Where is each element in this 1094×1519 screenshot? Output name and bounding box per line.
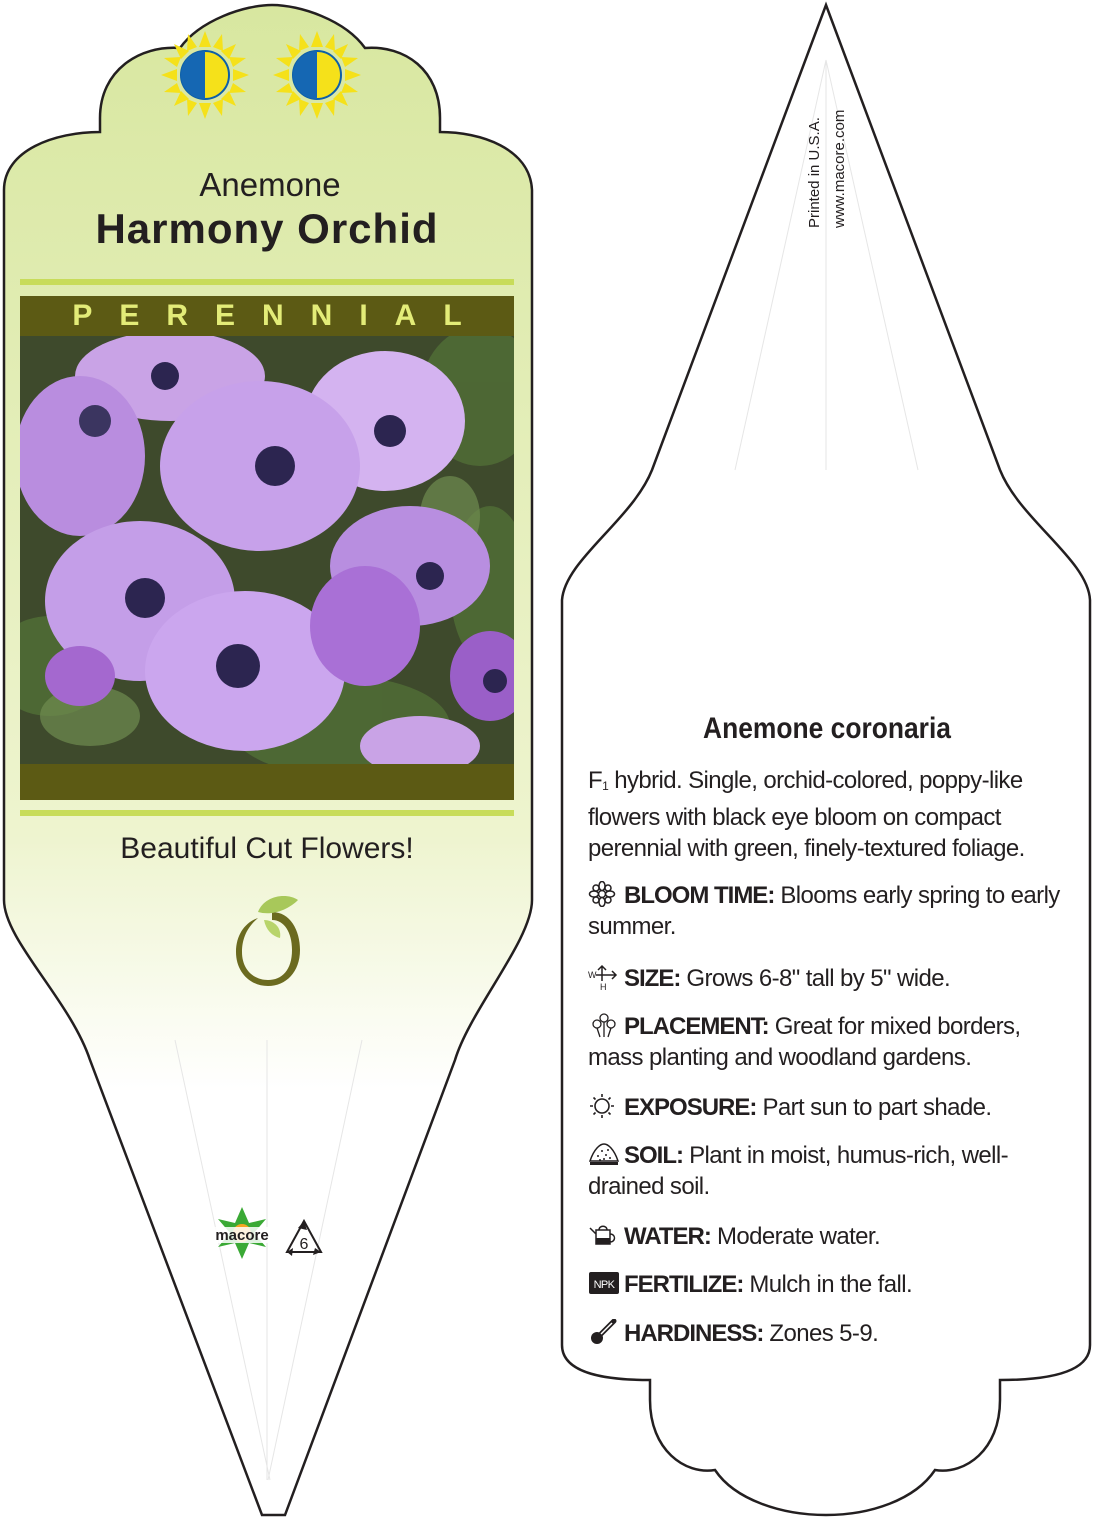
macore-logo: [202, 1205, 282, 1265]
care-label: HARDINESS:: [624, 1320, 764, 1347]
care-label: WATER:: [624, 1223, 711, 1250]
description-subscript: 1: [602, 779, 609, 793]
sun-icon: [588, 1093, 620, 1119]
printed-in-label: Printed in U.S.A.: [806, 117, 823, 228]
care-text: Grows 6-8" tall by 5" wide.: [680, 965, 951, 992]
seedling-logo-icon: [228, 890, 308, 990]
care-row-bloom-time: [588, 880, 1070, 942]
care-text: Plant in moist, humus-rich, well-drained soil.: [588, 1142, 1009, 1200]
part-sun-icon: [160, 30, 250, 120]
care-text: Part sun to part shade.: [756, 1094, 992, 1121]
brand-name: macore: [215, 1227, 269, 1244]
category-label: PERENNIAL: [72, 299, 489, 332]
care-row-hardiness: [588, 1318, 1070, 1349]
tagline: Beautiful Cut Flowers!: [120, 832, 414, 865]
recycle-icon: [283, 1218, 325, 1258]
svg-text:H: H: [600, 982, 606, 990]
flower-icon: [588, 881, 620, 907]
placement-icon: [588, 1012, 620, 1038]
care-row-exposure: [588, 1092, 1070, 1123]
care-label: PLACEMENT:: [624, 1013, 769, 1040]
care-label: EXPOSURE:: [624, 1094, 757, 1121]
thermometer-icon: [588, 1319, 620, 1345]
care-row-fertilize: [588, 1269, 1070, 1300]
care-text: Mulch in the fall.: [743, 1271, 913, 1298]
care-label: BLOOM TIME:: [624, 882, 775, 909]
soil-icon: [588, 1141, 620, 1167]
website-link[interactable]: www.macore.com: [831, 109, 848, 228]
divider: [20, 810, 514, 816]
care-row-size: [588, 963, 1070, 994]
npk-icon: [588, 1270, 620, 1296]
description: [588, 765, 1068, 864]
part-sun-icon: [272, 30, 362, 120]
care-label: SIZE:: [624, 965, 681, 992]
divider: [20, 279, 514, 285]
recycle-code: 6: [299, 1236, 309, 1253]
care-text: Blooms early spring to early summer.: [588, 882, 1060, 940]
care-row-water: [588, 1221, 1070, 1252]
photo-band: [20, 764, 514, 800]
care-text: Great for mixed borders, mass planting and woodland gardens.: [588, 1013, 1021, 1071]
cultivar-name: Harmony Orchid: [95, 205, 439, 252]
svg-text:NPK: NPK: [593, 1279, 615, 1291]
latin-name: Anemone coronaria: [703, 712, 951, 745]
watering-can-icon: [588, 1222, 620, 1248]
care-label: FERTILIZE:: [624, 1271, 744, 1298]
description-text: hybrid. Single, orchid-colored, poppy-like flowers with black eye bloom on compact perennial with green, finely-textured foliage.: [588, 767, 1025, 862]
care-text: Moderate water.: [710, 1223, 881, 1250]
category-band: [20, 296, 514, 336]
svg-text:W: W: [588, 970, 596, 980]
care-row-soil: [588, 1140, 1070, 1202]
care-label: SOIL:: [624, 1142, 683, 1169]
care-row-placement: [588, 1011, 1070, 1073]
care-text: Zones 5-9.: [763, 1320, 879, 1347]
size-icon: [588, 964, 620, 990]
description-prefix: F: [588, 767, 603, 794]
genus-name: Anemone: [199, 166, 341, 203]
flower-photo: [20, 336, 514, 764]
